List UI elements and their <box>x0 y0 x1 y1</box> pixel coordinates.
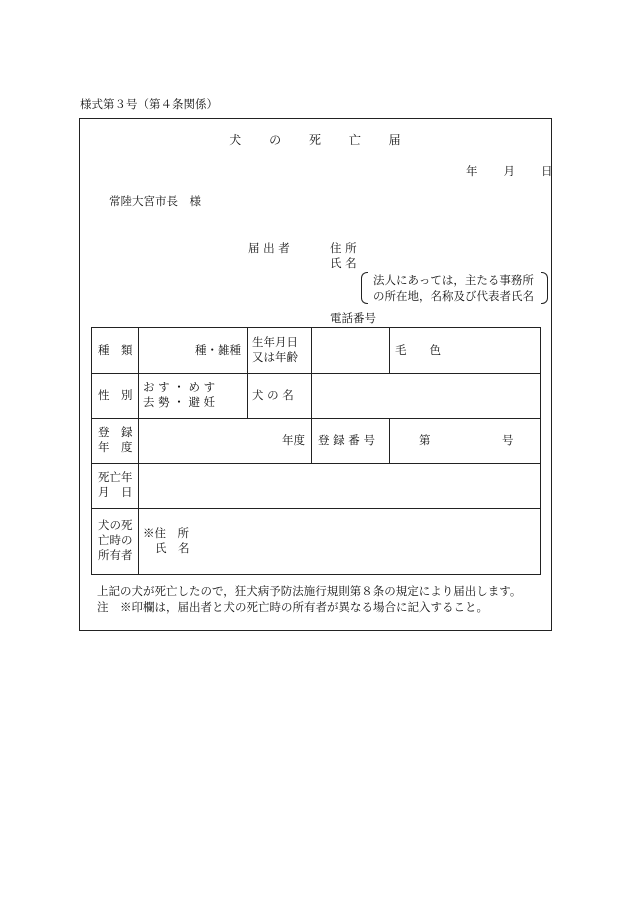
fiscal-year-suffix: 年度 <box>282 433 305 447</box>
owner-label: 犬の死 <box>98 518 133 532</box>
corporate-note <box>361 270 548 304</box>
title-char: 死 <box>308 133 321 147</box>
owner-address-label: ※住 所 <box>143 526 189 540</box>
form-title <box>0 131 630 148</box>
title-char: 犬 <box>229 133 242 147</box>
row-divider <box>92 463 540 464</box>
date-year-label: 年 <box>466 164 478 178</box>
number-prefix: 第 <box>419 433 431 447</box>
corporate-note-line: の所在地，名称及び代表者氏名 <box>373 289 534 303</box>
death-date-label: 月 日 <box>98 485 133 499</box>
column-divider <box>389 328 390 373</box>
sex-options: お す ・ め す <box>143 380 216 394</box>
footer-note: 注 ※印欄は，届出者と犬の死亡時の所有者が異なる場合に記入すること。 <box>97 600 488 614</box>
row-divider <box>92 508 540 509</box>
date-day-label: 日 <box>541 164 553 178</box>
coat-color-label: 毛 色 <box>395 343 441 357</box>
form-number-label: 様式第３号（第４条関係） <box>80 97 218 111</box>
submitter-label: 届 出 者 <box>248 241 290 255</box>
title-char: 届 <box>388 133 401 147</box>
submitter-address-label: 住 所 <box>330 241 357 255</box>
column-divider <box>247 328 248 418</box>
row-divider <box>92 373 540 374</box>
breed-label: 種・雑種 <box>195 343 241 357</box>
date-field <box>466 163 553 179</box>
addressee: 常陸大宮市長 様 <box>109 194 201 208</box>
neuter-options: 去 勢 ・ 避 妊 <box>143 395 216 409</box>
dog-name-label: 犬 の 名 <box>252 388 294 402</box>
sex-label: 性 別 <box>98 388 133 402</box>
registration-year-label: 登 録 <box>98 425 133 439</box>
phone-label: 電話番号 <box>330 311 376 325</box>
title-char: の <box>269 133 282 147</box>
registration-year-label: 年 度 <box>98 440 133 454</box>
birth-label: 又は年齢 <box>252 350 298 364</box>
column-divider <box>311 328 312 373</box>
left-bracket <box>361 272 368 304</box>
right-bracket <box>541 272 548 304</box>
death-date-label: 死亡年 <box>98 470 133 484</box>
owner-label: 所有者 <box>98 548 133 562</box>
column-divider <box>138 328 139 574</box>
column-divider <box>311 373 312 418</box>
registration-number-label: 登 録 番 号 <box>318 433 375 447</box>
column-divider <box>389 418 390 463</box>
title-char: 亡 <box>348 133 361 147</box>
kind-label: 種 類 <box>98 343 133 357</box>
date-month-label: 月 <box>503 164 515 178</box>
footer-statement: 上記の犬が死亡したので，狂犬病予防法施行規則第８条の規定により届出します。 <box>97 584 522 598</box>
corporate-note-line: 法人にあっては，主たる事務所 <box>373 273 534 287</box>
row-divider <box>92 418 540 419</box>
birth-label: 生年月日 <box>252 335 298 349</box>
owner-name-label: 氏 名 <box>155 541 190 555</box>
number-suffix: 号 <box>502 433 514 447</box>
submitter-name-label: 氏 名 <box>330 256 357 270</box>
owner-label: 亡時の <box>98 533 133 547</box>
column-divider <box>311 418 312 463</box>
dog-info-table <box>91 327 541 575</box>
